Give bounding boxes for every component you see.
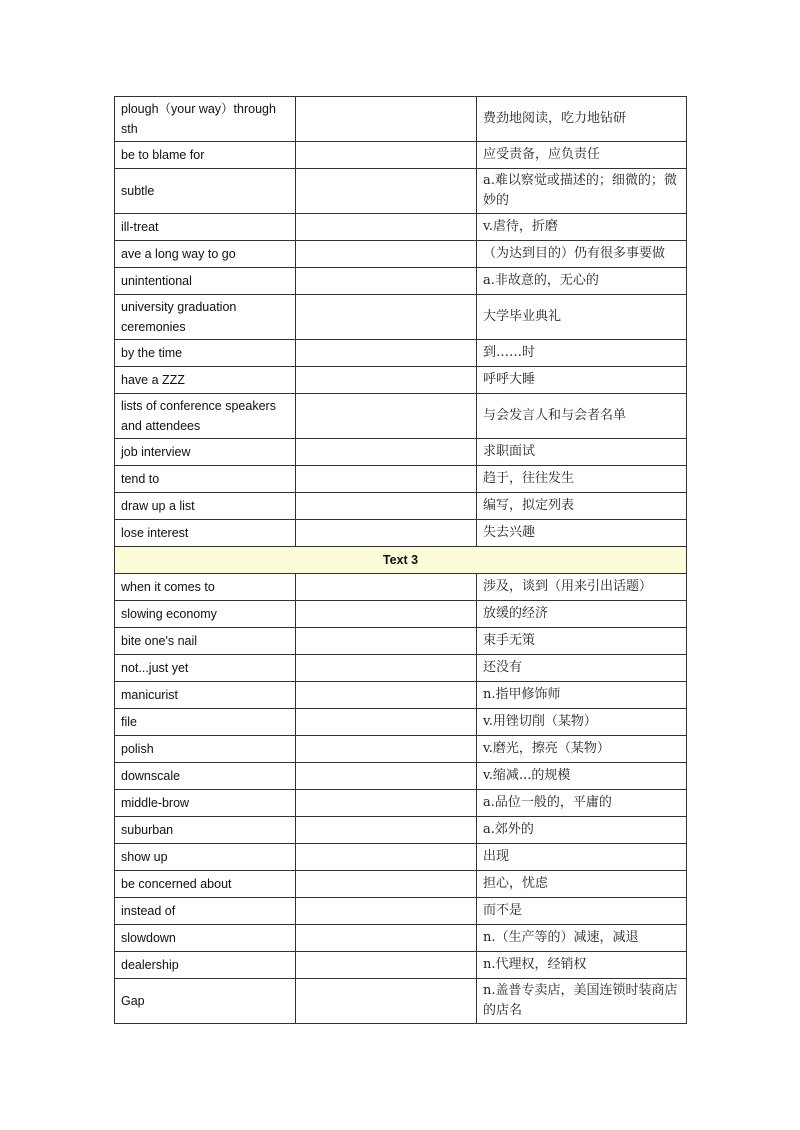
blank-cell [296, 340, 477, 367]
meaning-cell: n.代理权，经销权 [477, 952, 687, 979]
blank-cell [296, 709, 477, 736]
meaning-cell: a.品位一般的，平庸的 [477, 790, 687, 817]
table-row [115, 628, 687, 655]
table-row [115, 574, 687, 601]
term-cell: not...just yet [115, 655, 296, 682]
blank-cell [296, 169, 477, 214]
term-cell: tend to [115, 466, 296, 493]
blank-cell [296, 655, 477, 682]
table-row [115, 520, 687, 547]
term-cell: lose interest [115, 520, 296, 547]
blank-cell [296, 925, 477, 952]
term-cell: subtle [115, 169, 296, 214]
table-row [115, 97, 687, 142]
blank-cell [296, 493, 477, 520]
meaning-cell: 放缓的经济 [477, 601, 687, 628]
meaning-cell: 到……时 [477, 340, 687, 367]
vocabulary-table-body [115, 97, 687, 1024]
blank-cell [296, 214, 477, 241]
section-title: Text 3 [115, 547, 687, 574]
table-row [115, 142, 687, 169]
term-cell: plough（your way）through sth [115, 97, 296, 142]
term-cell: have a ZZZ [115, 367, 296, 394]
term-cell: show up [115, 844, 296, 871]
term-cell: ave a long way to go [115, 241, 296, 268]
meaning-cell: 应受责备，应负责任 [477, 142, 687, 169]
table-row [115, 169, 687, 214]
term-cell: dealership [115, 952, 296, 979]
table-row [115, 844, 687, 871]
table-row [115, 682, 687, 709]
table-row [115, 241, 687, 268]
meaning-cell: 而不是 [477, 898, 687, 925]
table-row [115, 340, 687, 367]
table-row [115, 790, 687, 817]
meaning-cell: v.缩减...的规模 [477, 763, 687, 790]
term-cell: bite one's nail [115, 628, 296, 655]
term-cell: unintentional [115, 268, 296, 295]
term-cell: slowdown [115, 925, 296, 952]
term-cell: downscale [115, 763, 296, 790]
table-row [115, 898, 687, 925]
blank-cell [296, 295, 477, 340]
term-cell: job interview [115, 439, 296, 466]
table-row [115, 439, 687, 466]
term-cell: when it comes to [115, 574, 296, 601]
meaning-cell: 涉及，谈到（用来引出话题） [477, 574, 687, 601]
blank-cell [296, 871, 477, 898]
meaning-cell: 担心，忧虑 [477, 871, 687, 898]
meaning-cell: 束手无策 [477, 628, 687, 655]
table-row [115, 268, 687, 295]
meaning-cell: n.盖普专卖店，美国连锁时装商店的店名 [477, 979, 687, 1024]
meaning-cell: 失去兴趣 [477, 520, 687, 547]
meaning-cell: （为达到目的）仍有很多事要做 [477, 241, 687, 268]
term-cell: by the time [115, 340, 296, 367]
meaning-cell: v.用锉切削（某物） [477, 709, 687, 736]
table-row [115, 817, 687, 844]
term-cell: slowing economy [115, 601, 296, 628]
blank-cell [296, 574, 477, 601]
table-row [115, 367, 687, 394]
term-cell: middle-brow [115, 790, 296, 817]
meaning-cell: 还没有 [477, 655, 687, 682]
table-row [115, 952, 687, 979]
blank-cell [296, 394, 477, 439]
section-header-row [115, 547, 687, 574]
blank-cell [296, 898, 477, 925]
table-row [115, 709, 687, 736]
meaning-cell: 求职面试 [477, 439, 687, 466]
term-cell: be to blame for [115, 142, 296, 169]
blank-cell [296, 763, 477, 790]
table-row [115, 295, 687, 340]
table-row [115, 763, 687, 790]
term-cell: ill-treat [115, 214, 296, 241]
meaning-cell: 费劲地阅读，吃力地钻研 [477, 97, 687, 142]
blank-cell [296, 682, 477, 709]
term-cell: instead of [115, 898, 296, 925]
meaning-cell: 趋于，往往发生 [477, 466, 687, 493]
term-cell: lists of conference speakers and attendees [115, 394, 296, 439]
blank-cell [296, 268, 477, 295]
term-cell: suburban [115, 817, 296, 844]
table-row [115, 736, 687, 763]
term-cell: be concerned about [115, 871, 296, 898]
table-row [115, 394, 687, 439]
table-row [115, 466, 687, 493]
term-cell: draw up a list [115, 493, 296, 520]
table-row [115, 655, 687, 682]
blank-cell [296, 142, 477, 169]
table-row [115, 925, 687, 952]
table-row [115, 601, 687, 628]
meaning-cell: v.磨光，擦亮（某物） [477, 736, 687, 763]
table-row [115, 979, 687, 1024]
meaning-cell: a.郊外的 [477, 817, 687, 844]
term-cell: university graduation ceremonies [115, 295, 296, 340]
blank-cell [296, 97, 477, 142]
meaning-cell: 编写，拟定列表 [477, 493, 687, 520]
meaning-cell: n.（生产等的）减速，减退 [477, 925, 687, 952]
term-cell: polish [115, 736, 296, 763]
meaning-cell: a.难以察觉或描述的；细微的；微妙的 [477, 169, 687, 214]
term-cell: file [115, 709, 296, 736]
blank-cell [296, 367, 477, 394]
meaning-cell: 呼呼大睡 [477, 367, 687, 394]
blank-cell [296, 844, 477, 871]
blank-cell [296, 601, 477, 628]
term-cell: manicurist [115, 682, 296, 709]
blank-cell [296, 520, 477, 547]
blank-cell [296, 628, 477, 655]
blank-cell [296, 466, 477, 493]
blank-cell [296, 736, 477, 763]
meaning-cell: 出现 [477, 844, 687, 871]
meaning-cell: v.虐待，折磨 [477, 214, 687, 241]
blank-cell [296, 817, 477, 844]
table-row [115, 214, 687, 241]
blank-cell [296, 439, 477, 466]
table-row [115, 871, 687, 898]
blank-cell [296, 790, 477, 817]
term-cell: Gap [115, 979, 296, 1024]
meaning-cell: a.非故意的，无心的 [477, 268, 687, 295]
meaning-cell: 大学毕业典礼 [477, 295, 687, 340]
blank-cell [296, 952, 477, 979]
blank-cell [296, 979, 477, 1024]
meaning-cell: 与会发言人和与会者名单 [477, 394, 687, 439]
table-row [115, 493, 687, 520]
vocabulary-table [114, 96, 687, 1024]
blank-cell [296, 241, 477, 268]
meaning-cell: n.指甲修饰师 [477, 682, 687, 709]
